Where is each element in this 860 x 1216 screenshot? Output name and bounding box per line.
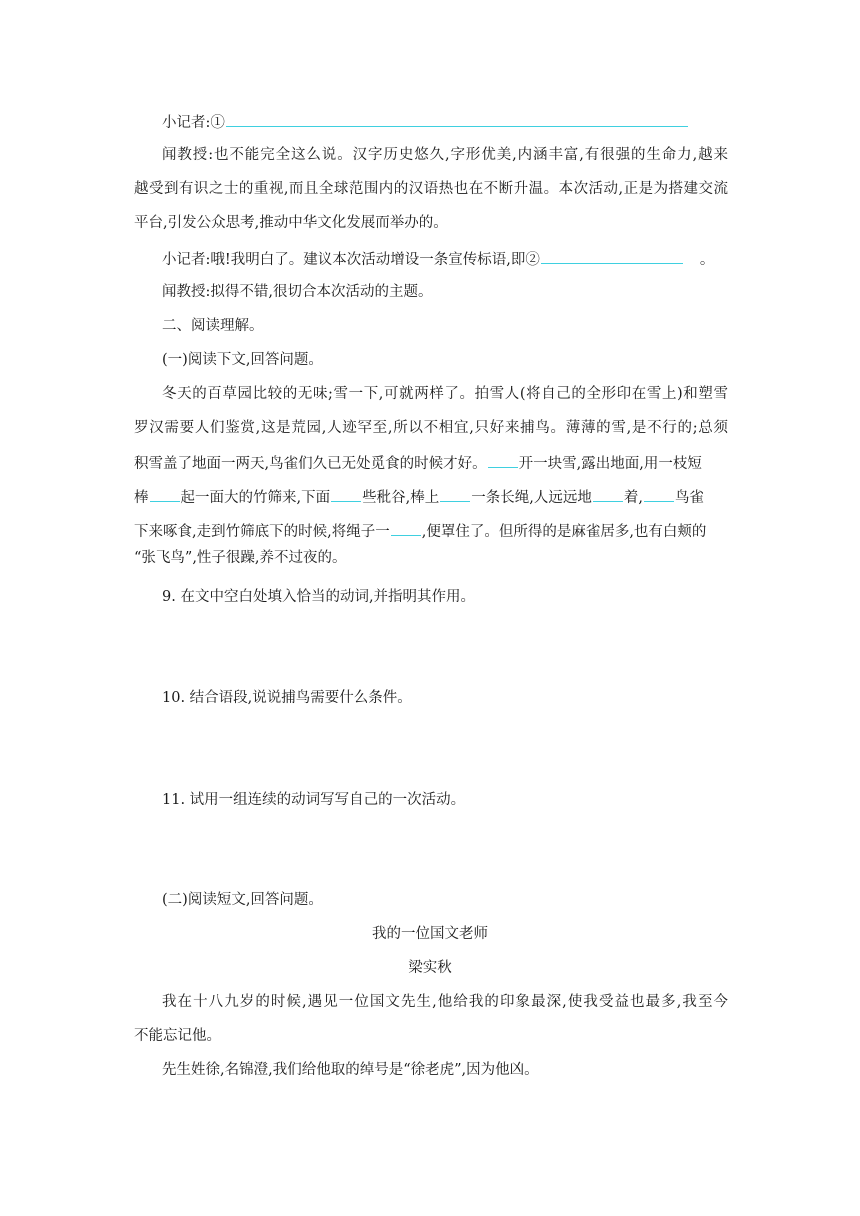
- reporter-label: 小记者:①: [162, 115, 225, 131]
- article-para-2: 先生姓徐,名锦澄,我们给他取的绰号是“徐老虎”,因为他凶。: [162, 1062, 539, 1078]
- article-para-1-line-1: 我在十八九岁的时候,遇见一位国文先生,他给我的印象最深,使我受益也最多,我至今: [162, 994, 728, 1010]
- answer-blank-1[interactable]: [226, 111, 688, 127]
- answer-blank-2[interactable]: [541, 248, 683, 264]
- reporter-line-2: [162, 248, 714, 270]
- passage-text: 积雪盖了地面一两天,鸟雀们久已无处觅食的时候才好。: [134, 456, 487, 472]
- passage-line-2: 罗汉需要人们鉴赏,这是荒园,人迹罕至,所以不相宜,只好来捕鸟。薄薄的雪,是不行的;总须: [134, 420, 728, 436]
- professor-para-line-2: 越受到有识之士的重视,而且全球范围内的汉语热也在不断升温。本次活动,正是为搭建交流: [134, 181, 728, 197]
- passage-text: 鸟雀: [674, 490, 704, 506]
- verb-blank-4[interactable]: [440, 486, 470, 502]
- passage-line-5: [134, 520, 706, 542]
- reporter-statement: 小记者:哦!我明白了。建议本次活动增设一条宣传标语,即②: [162, 252, 540, 268]
- passage-text: 棒: [134, 490, 149, 506]
- passage-line-1: 冬天的百草园比较的无味;雪一下,可就两样了。拍雪人(将自己的全形印在雪上)和塑雪: [162, 386, 728, 402]
- professor-reply: 闻教授:拟得不错,很切合本次活动的主题。: [162, 284, 433, 300]
- passage-line-4: [134, 486, 704, 508]
- section-heading: 二、阅读理解。: [162, 318, 264, 334]
- passage-line-6: “张飞鸟”,性子很躁,养不过夜的。: [134, 550, 347, 566]
- verb-blank-7[interactable]: [391, 520, 421, 536]
- article-para-1-line-2: 不能忘记他。: [134, 1028, 221, 1044]
- question-10: 10. 结合语段,说说捕鸟需要什么条件。: [162, 690, 412, 706]
- period: 。: [699, 252, 715, 268]
- verb-blank-1[interactable]: [488, 452, 518, 468]
- verb-blank-5[interactable]: [593, 486, 623, 502]
- professor-para-line-1: 闻教授:也不能完全这么说。汉字历史悠久,字形优美,内涵丰富,有很强的生命力,越来: [162, 147, 728, 163]
- verb-blank-2[interactable]: [150, 486, 180, 502]
- article-author: 梁实秋: [408, 960, 452, 976]
- passage-text: 些秕谷,棒上: [362, 490, 440, 506]
- reporter-line-1: [162, 111, 689, 133]
- passage-text: 下来啄食,走到竹筛底下的时候,将绳子一: [134, 524, 390, 540]
- verb-blank-3[interactable]: [331, 486, 361, 502]
- passage-text: 起一面大的竹筛来,下面: [180, 490, 331, 506]
- passage-text: 着,: [623, 490, 643, 506]
- passage-text: 开一块雪,露出地面,用一枝短: [518, 456, 702, 472]
- professor-para-line-3: 平台,引发公众思考,推动中华文化发展而举办的。: [134, 215, 448, 231]
- passage-text: 一条长绳,人远远地: [471, 490, 592, 506]
- part2-heading: (二)阅读短文,回答问题。: [162, 892, 323, 908]
- passage-text: ,便罩住了。但所得的是麻雀居多,也有白颊的: [421, 524, 707, 540]
- verb-blank-6[interactable]: [644, 486, 674, 502]
- question-11: 11. 试用一组连续的动词写写自己的一次活动。: [162, 792, 466, 808]
- article-title: 我的一位国文老师: [372, 926, 488, 942]
- passage-line-3: [134, 452, 702, 474]
- question-9: 9. 在文中空白处填入恰当的动词,并指明其作用。: [162, 589, 476, 605]
- part1-heading: (一)阅读下文,回答问题。: [162, 352, 323, 368]
